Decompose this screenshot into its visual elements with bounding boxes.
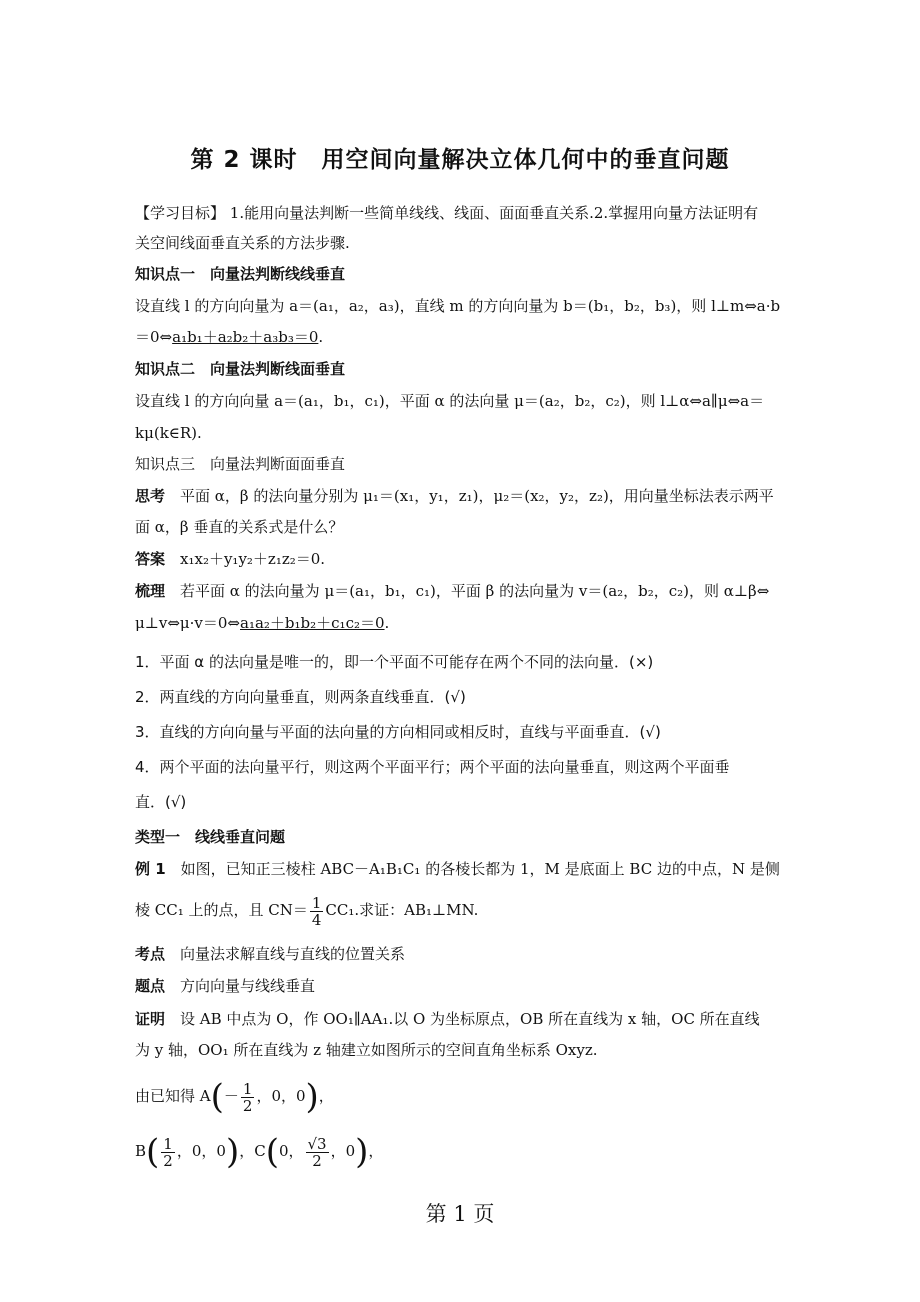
proof-text-1: 设 AB 中点为 O，作 OO₁∥AA₁.以 O 为坐标原点，OB 所在直线为 x 轴，OC 所在直线 bbox=[165, 1010, 760, 1028]
kp2-heading: 知识点二 向量法判断线面垂直 bbox=[135, 360, 346, 378]
coords-c-last: ，0 bbox=[330, 1142, 356, 1160]
fraction-numerator: 1 bbox=[242, 1079, 253, 1098]
summary-text-1: 若平面 α 的法向量为 μ＝(a₁，b₁，c₁)，平面 β 的法向量为 v＝(a₂，b₂，c₂)，则 α⊥β⇔ bbox=[165, 582, 770, 600]
example1-line-2 bbox=[135, 894, 795, 928]
open-paren: ( bbox=[265, 1132, 279, 1172]
coords-b-label: B bbox=[135, 1142, 147, 1160]
kp2-line-2: kμ(k∈R). bbox=[135, 424, 202, 442]
coords-zeros-a: ，0，0 bbox=[256, 1087, 306, 1105]
tidian-text: 方向向量与线线垂直 bbox=[165, 977, 316, 995]
fraction-numerator: 1 bbox=[311, 893, 322, 912]
tidian-label: 题点 bbox=[135, 977, 166, 995]
coords-comma-a: ， bbox=[318, 1087, 334, 1105]
kp1-suffix: . bbox=[318, 328, 324, 346]
kaodian-text: 向量法求解直线与直线的位置关系 bbox=[165, 945, 406, 963]
coords-c-first: 0， bbox=[278, 1142, 304, 1160]
coords-line-bc bbox=[135, 1132, 795, 1172]
proof-line-1 bbox=[135, 1009, 795, 1029]
fraction-denominator: 2 bbox=[242, 1096, 253, 1115]
coords-known: 由已知得 A bbox=[135, 1087, 211, 1105]
summary-prefix: μ⊥v⇔μ·v＝0⇔ bbox=[135, 614, 241, 632]
think-text-1: 平面 α，β 的法向量分别为 μ₁＝(x₁，y₁，z₁)，μ₂＝(x₂，y₂，z₂)，用向量坐标法表示两平 bbox=[165, 487, 774, 505]
think-label: 思考 bbox=[135, 487, 166, 505]
summary-suffix: . bbox=[384, 614, 390, 632]
page-title: 第 2 课时 用空间向量解决立体几何中的垂直问题 bbox=[190, 147, 730, 173]
page-number: 第 1 页 bbox=[425, 1202, 495, 1226]
objectives-label: 【学习目标】 bbox=[135, 204, 226, 222]
kaodian-label: 考点 bbox=[135, 945, 166, 963]
kaodian-line bbox=[135, 944, 795, 964]
fraction-numerator: √3 bbox=[307, 1134, 327, 1153]
judgment-4-cont: 直．(√) bbox=[135, 793, 187, 811]
judgment-1: 1．平面 α 的法向量是唯一的，即一个平面不可能存在两个不同的法向量．(×) bbox=[135, 653, 654, 671]
objectives-text-1: 1.能用向量法判断一些简单线线、线面、面面垂直关系.2.掌握用向量方法证明有 bbox=[225, 204, 759, 222]
coords-line-a bbox=[135, 1077, 795, 1117]
close-paren: ) bbox=[305, 1077, 319, 1117]
proof-label: 证明 bbox=[135, 1010, 166, 1028]
open-paren: ( bbox=[146, 1132, 160, 1172]
answer-line bbox=[135, 549, 795, 569]
kp1-prefix: ＝0⇔ bbox=[135, 328, 173, 346]
objectives-text-2: 关空间线面垂直关系的方法步骤. bbox=[135, 234, 350, 252]
example1-line-1 bbox=[135, 859, 795, 879]
proof-text-2: 为 y 轴，OO₁ 所在直线为 z 轴建立如图所示的空间直角坐标系 Oxyz. bbox=[135, 1041, 598, 1059]
fraction-half bbox=[241, 1081, 255, 1114]
kp1-line-2 bbox=[135, 327, 795, 347]
coords-neg: － bbox=[223, 1087, 239, 1105]
objectives-line-1 bbox=[135, 203, 795, 223]
summary-label: 梳理 bbox=[135, 582, 166, 600]
summary-line-2 bbox=[135, 613, 795, 633]
open-paren: ( bbox=[210, 1077, 224, 1117]
kp2-line-1: 设直线 l 的方向向量 a＝(a₁，b₁，c₁)，平面 α 的法向量 μ＝(a₂，b₂，c₂)，则 l⊥α⇔a∥μ⇔a＝ bbox=[135, 392, 765, 410]
judgment-2: 2．两直线的方向向量垂直，则两条直线垂直．(√) bbox=[135, 688, 466, 706]
coords-zeros-b: ，0，0 bbox=[176, 1142, 226, 1160]
kp1-answer: a₁b₁＋a₂b₂＋a₃b₃＝0 bbox=[172, 328, 319, 346]
answer-text: x₁x₂＋y₁y₂＋z₁z₂＝0. bbox=[165, 550, 326, 568]
fraction-sqrt3-over-2 bbox=[306, 1136, 329, 1169]
fraction-numerator: 1 bbox=[163, 1134, 173, 1153]
fraction-half bbox=[161, 1136, 175, 1169]
close-paren: ) bbox=[355, 1132, 369, 1172]
example1-label: 例 1 bbox=[135, 860, 166, 878]
think-text-2: 面 α，β 垂直的关系式是什么？ bbox=[135, 518, 344, 536]
answer-label: 答案 bbox=[135, 550, 166, 568]
example1-prefix: 棱 CC₁ 上的点，且 CN＝ bbox=[135, 901, 308, 919]
coords-comma-bc: ， bbox=[368, 1142, 384, 1160]
example1-suffix: CC₁.求证：AB₁⊥MN. bbox=[325, 901, 479, 919]
kp1-line-1: 设直线 l 的方向向量为 a＝(a₁，a₂，a₃)，直线 m 的方向向量为 b＝(b₁，b₂，b₃)，则 l⊥m⇔a·b bbox=[135, 297, 781, 315]
tidian-line bbox=[135, 976, 795, 996]
judgment-3: 3．直线的方向向量与平面的法向量的方向相同或相反时，直线与平面垂直．(√) bbox=[135, 723, 661, 741]
summary-line-1 bbox=[135, 581, 795, 601]
type1-heading: 类型一 线线垂直问题 bbox=[135, 828, 286, 846]
judgment-4: 4．两个平面的法向量平行，则这两个平面平行；两个平面的法向量垂直，则这两个平面垂 bbox=[135, 758, 730, 776]
example1-text-1: 如图，已知正三棱柱 ABC－A₁B₁C₁ 的各棱长都为 1，M 是底面上 BC 边的中点，N 是侧 bbox=[165, 860, 780, 878]
summary-answer: a₁a₂＋b₁b₂＋c₁c₂＝0 bbox=[240, 614, 385, 632]
fraction-denominator: 4 bbox=[311, 910, 322, 929]
fraction-one-quarter bbox=[310, 895, 324, 928]
coords-c-sep: ，C bbox=[239, 1142, 266, 1160]
think-line-1 bbox=[135, 486, 795, 506]
fraction-denominator: 2 bbox=[163, 1151, 173, 1170]
kp3-heading: 知识点三 向量法判断面面垂直 bbox=[135, 455, 346, 473]
close-paren: ) bbox=[225, 1132, 240, 1172]
kp1-heading: 知识点一 向量法判断线线垂直 bbox=[135, 265, 346, 283]
fraction-denominator: 2 bbox=[312, 1151, 322, 1170]
